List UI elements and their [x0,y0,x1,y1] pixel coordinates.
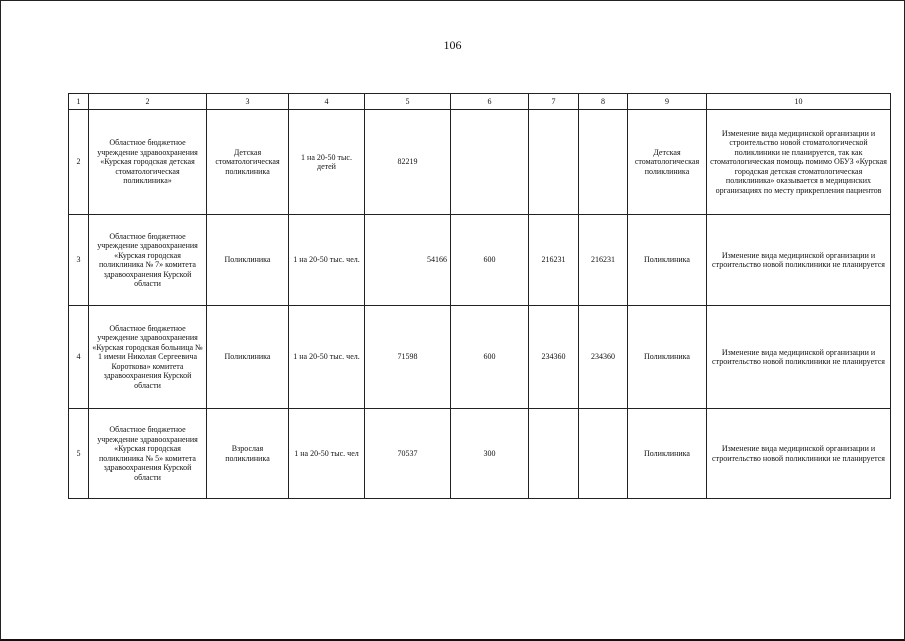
table-row [69,110,891,215]
norm-value: 1 на 20-50 тыс. детей [289,110,365,215]
column-header: 8 [579,94,628,110]
column-header: 4 [289,94,365,110]
table-header-row [69,94,891,110]
organization-name: Областное бюджетное учреждение здравоохранения «Курская городская поликлиника № 5» комитета здравоохранения Курской области [89,409,207,499]
note-text: Изменение вида медицинской организации и строительство новой поликлиники не планируется [707,215,891,306]
population-value: 70537 [365,409,451,499]
table-row [69,215,891,306]
facility-type: Поликлиника [207,306,289,409]
norm-value: 1 на 20-50 тыс. чел. [289,306,365,409]
note-text: Изменение вида медицинской организации и строительство новой поликлиники не планируется [707,306,891,409]
column-6-value: 600 [451,306,529,409]
column-header: 7 [529,94,579,110]
column-7-value [529,409,579,499]
column-header: 10 [707,94,891,110]
population-value: 82219 [365,110,451,215]
column-7-value [529,110,579,215]
column-9-value: Детская стоматологическая поликлиника [628,110,707,215]
column-7-value: 216231 [529,215,579,306]
column-9-value: Поликлиника [628,409,707,499]
organization-name: Областное бюджетное учреждение здравоохранения «Курская городская больница № 1 имени Николая Сергеевича Короткова» комитета здравоохранения Курской области [89,306,207,409]
column-8-value [579,110,628,215]
column-7-value: 234360 [529,306,579,409]
row-number: 4 [69,306,89,409]
organization-name: Областное бюджетное учреждение здравоохранения «Курская городская поликлиника № 7» комитета здравоохранения Курской области [89,215,207,306]
column-header: 5 [365,94,451,110]
table-row [69,409,891,499]
data-table [68,93,891,499]
facility-type: Поликлиника [207,215,289,306]
column-header: 3 [207,94,289,110]
population-value: 54166 [365,215,451,306]
row-number: 2 [69,110,89,215]
column-6-value [451,110,529,215]
norm-value: 1 на 20-50 тыс. чел. [289,215,365,306]
facility-type: Взрослая поликлиника [207,409,289,499]
row-number: 3 [69,215,89,306]
column-header: 2 [89,94,207,110]
column-6-value: 300 [451,409,529,499]
note-text: Изменение вида медицинской организации и строительство новой стоматологической поликлиники не планируется, так как стоматологическая помощь помимо ОБУЗ «Курская городская детская стоматологическая поликлиника» оказывается в медицинских организациях по месту прикрепления пациентов [707,110,891,215]
page-number: 106 [443,38,462,52]
column-8-value: 234360 [579,306,628,409]
row-number: 5 [69,409,89,499]
norm-value: 1 на 20-50 тыс. чел [289,409,365,499]
column-9-value: Поликлиника [628,306,707,409]
column-header: 6 [451,94,529,110]
column-9-value: Поликлиника [628,215,707,306]
population-value: 71598 [365,306,451,409]
column-8-value: 216231 [579,215,628,306]
column-header: 1 [69,94,89,110]
table-row [69,306,891,409]
column-8-value [579,409,628,499]
column-6-value: 600 [451,215,529,306]
note-text: Изменение вида медицинской организации и строительство новой поликлиники не планируется [707,409,891,499]
column-header: 9 [628,94,707,110]
organization-name: Областное бюджетное учреждение здравоохранения «Курская городская детская стоматологическая поликлиника» [89,110,207,215]
facility-type: Детская стоматологическая поликлиника [207,110,289,215]
